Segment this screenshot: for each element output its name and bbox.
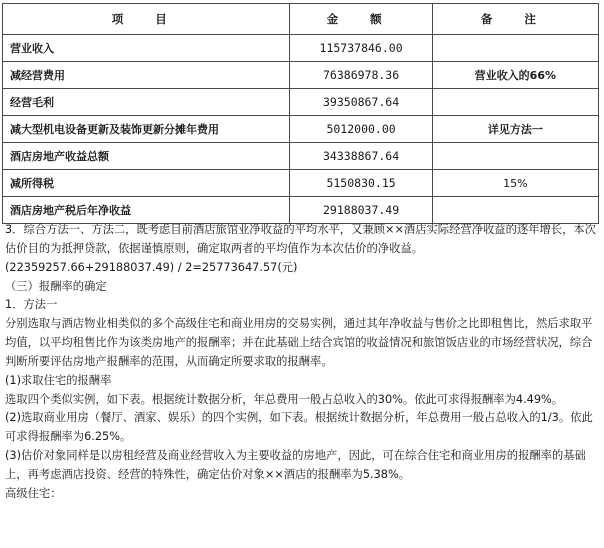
row-amount: 5012000.00: [290, 116, 432, 143]
table-row: [3, 143, 599, 170]
table-row: [3, 116, 599, 143]
subheading-luxury-residential: 高级住宅：: [5, 486, 62, 500]
table-row: [3, 62, 599, 89]
table-row: [3, 89, 599, 116]
subheading-residential-rate: (1)求取住宅的报酬率: [5, 373, 112, 387]
paragraph-commercial-cases: (2)选取商业用房（餐厅、酒家、娱乐）的四个实例，如下表。根据统计数据分析，年总费用一般占总收入的1/3。依此可求得报酬率为6.25%。: [5, 411, 593, 444]
row-amount: 5150830.15: [290, 170, 432, 197]
row-item: 减大型机电设备更新及装饰更新分摊年费用: [3, 116, 290, 143]
row-item: 酒店房地产收益总额: [3, 143, 290, 170]
row-amount: 115737846.00: [290, 35, 432, 62]
row-note: [432, 143, 598, 170]
section-heading-return-rate: （三）报酬率的确定: [5, 279, 107, 293]
paragraph-hotel-rate: (3)估价对象同样是以房租经营及商业经营收入为主要收益的房地产，因此，可在综合住宅和商业用房的报酬率的基础上，再考虑酒店投资、经营的特殊性，确定估价对象××酒店的报酬率为5.38%。: [5, 449, 586, 481]
row-note: 营业收入的66%: [432, 62, 598, 89]
table-row: [3, 197, 599, 224]
row-note: [432, 89, 598, 116]
row-amount: 29188037.49: [290, 197, 432, 224]
paragraph-method-description: 分别选取与酒店物业相类似的多个高级住宅和商业用房的交易实例，通过其年净收益与售价之比即租售比，然后求取平均值，以平均租售比作为该类房地产的报酬率；并在此基础上结合宾馆的收益情况和旅馆饭店业的市场经营状况，综合判断所要评估房地产报酬率的范围，从而确定所要求取的报酬率。: [5, 317, 593, 368]
row-note: 15%: [432, 170, 598, 197]
document-body-text: [5, 221, 599, 504]
table-row: [3, 35, 599, 62]
row-note: [432, 197, 598, 224]
row-amount: 34338867.64: [290, 143, 432, 170]
table-header-row: [3, 4, 599, 35]
row-item: 减经营费用: [3, 62, 290, 89]
row-amount: 39350867.64: [290, 89, 432, 116]
table-row: [3, 170, 599, 197]
row-item: 营业收入: [3, 35, 290, 62]
method-one-heading: 1．方法一: [5, 298, 58, 312]
row-note: 详见方法一: [432, 116, 598, 143]
row-item: 经营毛利: [3, 89, 290, 116]
row-item: 减所得税: [3, 170, 290, 197]
row-amount: 76386978.36: [290, 62, 432, 89]
formula-average-income: (22359257.66+29188037.49) / 2=25773647.57(元): [5, 260, 298, 274]
paragraph-residential-cases: 选取四个类似实例，如下表。根据统计数据分析，年总费用一般占总收入的30%。依此可求得报酬率为4.49%。: [5, 392, 564, 406]
paragraph-combined-methods: 3．综合方法一、方法二，既考虑目前酒店旅馆业净收益的平均水平，又兼顾××酒店实际经营净收益的逐年增长，本次估价目的为抵押贷款，依据谨慎原则，确定取两者的平均值作为本次估价的净收益。: [5, 223, 596, 255]
header-amount: 金 额: [290, 4, 432, 35]
row-note: [432, 35, 598, 62]
net-income-table: [2, 3, 599, 224]
header-item: 项 目: [3, 4, 290, 35]
row-item: 酒店房地产税后年净收益: [3, 197, 290, 224]
header-note: 备 注: [432, 4, 598, 35]
